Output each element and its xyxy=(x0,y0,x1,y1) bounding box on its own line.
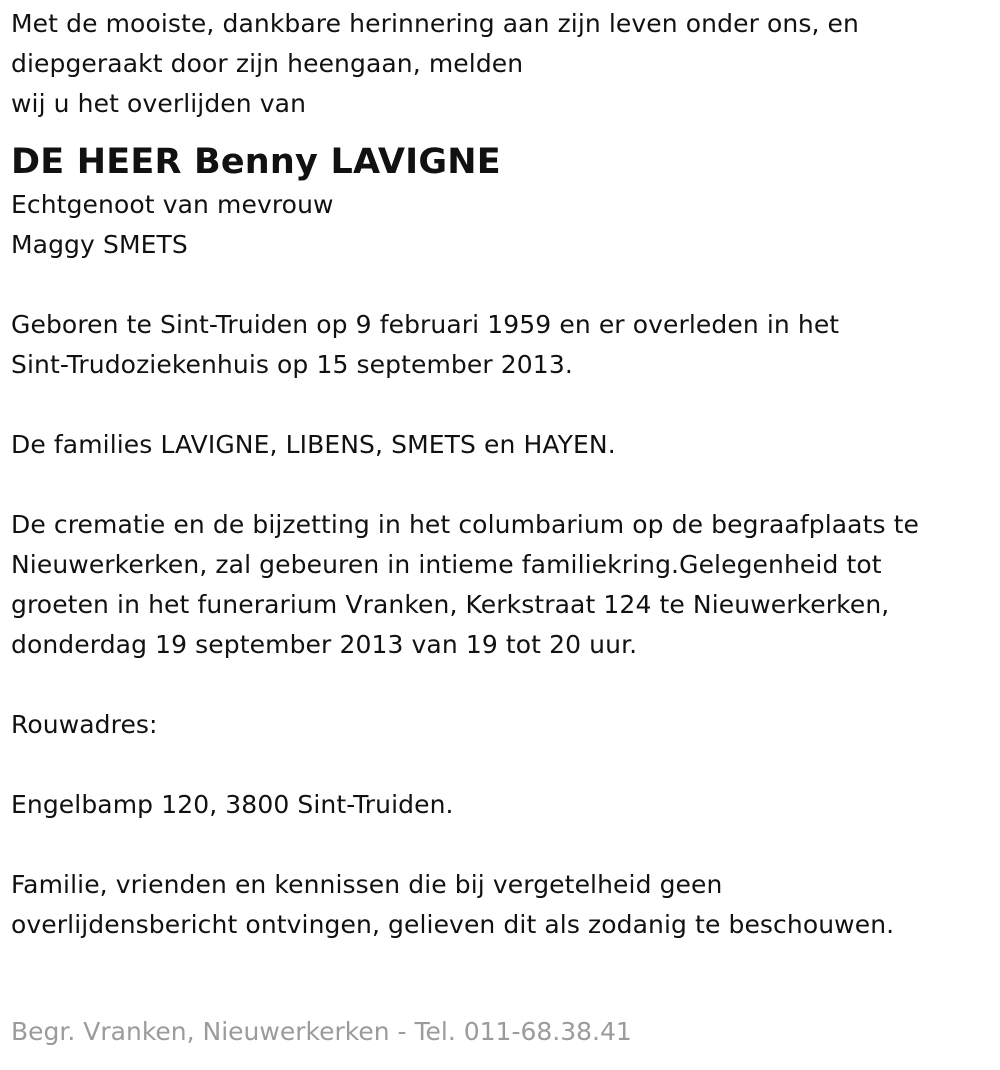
notice-line-1: Familie, vrienden en kennissen die bij vergetelheid geen xyxy=(11,870,723,899)
spacer xyxy=(11,665,1000,705)
spacer xyxy=(11,745,1000,785)
ceremony-line-3: groeten in het funerarium Vranken, Kerkstraat 124 te Nieuwerkerken, xyxy=(11,590,890,619)
intro-line-3: wij u het overlijden van xyxy=(11,89,307,118)
spacer xyxy=(11,825,1000,865)
address-line: Engelbamp 120, 3800 Sint-Truiden. xyxy=(11,790,454,819)
spouse-line-1: Echtgenoot van mevrouw xyxy=(11,190,334,219)
funeral-home-footer: Begr. Vranken, Nieuwerkerken - Tel. 011-68.38.41 xyxy=(11,1017,632,1046)
deceased-name: DE HEER Benny LAVIGNE xyxy=(11,142,501,182)
spacer xyxy=(11,385,1000,425)
spacer xyxy=(11,465,1000,505)
intro-line-2: diepgeraakt door zijn heengaan, melden xyxy=(11,49,524,78)
ceremony-line-4: donderdag 19 september 2013 van 19 tot 20 uur. xyxy=(11,630,638,659)
families-line: De families LAVIGNE, LIBENS, SMETS en HAYEN. xyxy=(11,430,616,459)
spacer xyxy=(11,265,1000,305)
intro-line-1: Met de mooiste, dankbare herinnering aan zijn leven onder ons, en xyxy=(11,9,859,38)
ceremony-line-2: Nieuwerkerken, zal gebeuren in intieme familiekring.Gelegenheid tot xyxy=(11,550,882,579)
ceremony-line-1: De crematie en de bijzetting in het columbarium op de begraafplaats te xyxy=(11,510,920,539)
birth-line-1: Geboren te Sint-Truiden op 9 februari 1959 en er overleden in het xyxy=(11,310,840,339)
spouse-line-2: Maggy SMETS xyxy=(11,230,188,259)
address-label: Rouwadres: xyxy=(11,710,158,739)
birth-line-2: Sint-Trudoziekenhuis op 15 september 2013. xyxy=(11,350,573,379)
notice-line-2: overlijdensbericht ontvingen, gelieven dit als zodanig te beschouwen. xyxy=(11,910,895,939)
